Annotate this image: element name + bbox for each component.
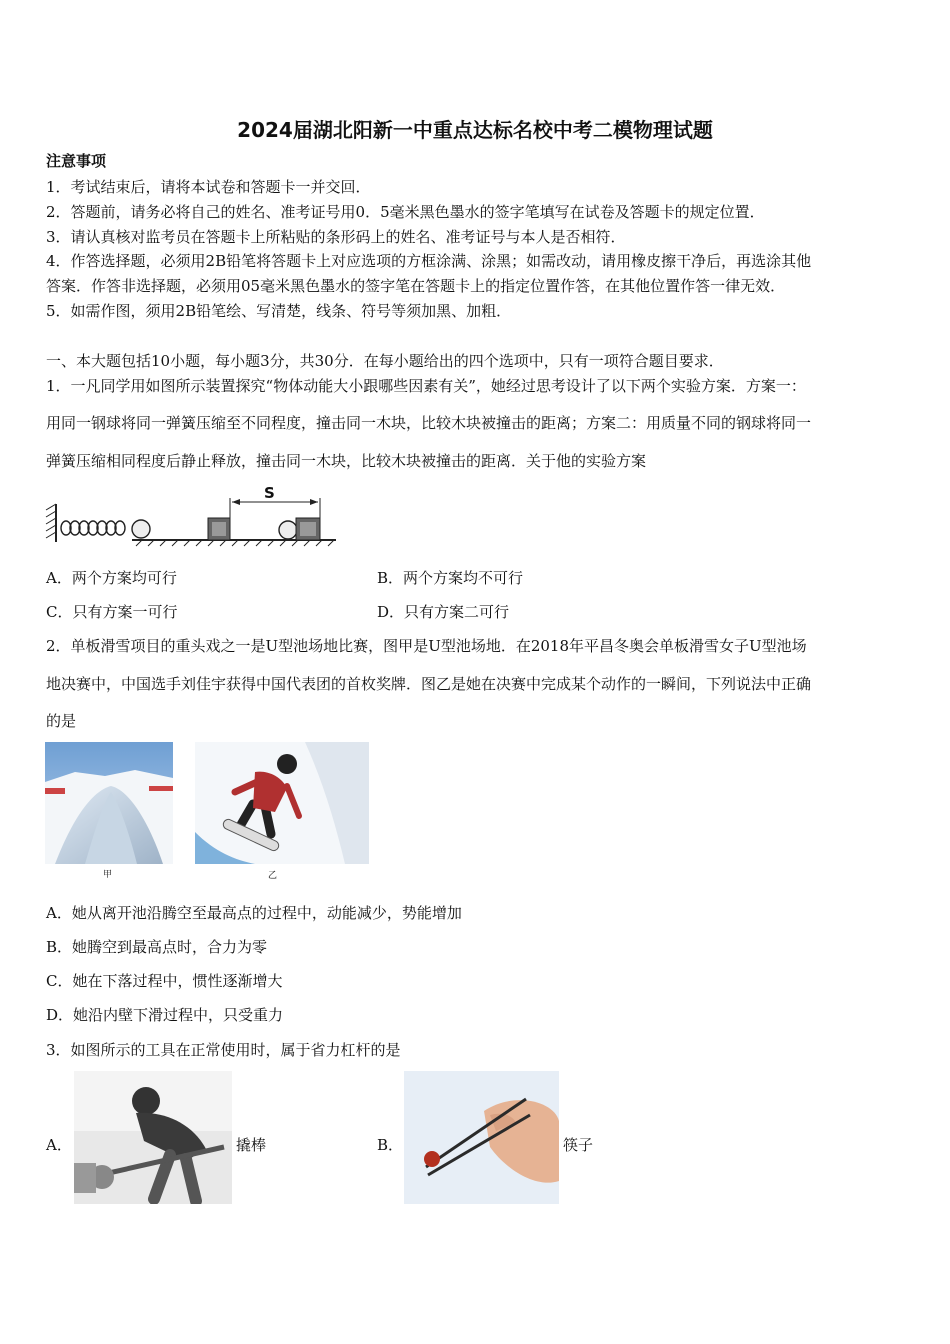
q2-line-1: 2．单板滑雪项目的重头戏之一是U型池场地比赛，图甲是U型池场地．在2018年平昌冬奥会单板滑雪女子U型池场 [46, 637, 807, 655]
q2-line-2: 地决赛中，中国选手刘佳宇获得中国代表团的首枚奖牌．图乙是她在决赛中完成某个动作的一瞬间，下列说法中正确 [46, 675, 812, 693]
crowbar-photo [74, 1071, 232, 1204]
q2-option-b[interactable]: B．她腾空到最高点时，合力为零 [46, 938, 268, 956]
q1-line-1: 1．一凡同学用如图所示装置探究“物体动能大小跟哪些因素有关”，她经过思考设计了以下两个实验方案．方案一： [46, 377, 806, 395]
distance-label: S [264, 484, 275, 502]
caption-jia: 甲 [103, 870, 113, 880]
q3-option-a-letter[interactable]: A． [46, 1136, 72, 1154]
notice-item-4: 4．作答选择题，必须用2B铅笔将答题卡上对应选项的方框涂满、涂黑；如需改动，请用橡皮擦干净后，再选涂其他 [46, 252, 812, 270]
q1-option-d[interactable]: D．只有方案二可行 [377, 603, 510, 621]
q1-option-b[interactable]: B．两个方案均不可行 [377, 569, 524, 587]
q1-option-a[interactable]: A．两个方案均可行 [46, 569, 177, 587]
chopsticks-photo [404, 1071, 559, 1204]
q1-option-c[interactable]: C．只有方案一可行 [46, 603, 178, 621]
q1-line-3: 弹簧压缩相同程度后静止释放，撞击同一木块，比较木块被撞击的距离．关于他的实验方案 [46, 452, 647, 470]
section-heading: 一、本大题包括10小题，每小题3分，共30分．在每小题给出的四个选项中，只有一项符合题目要求． [46, 352, 724, 370]
notice-item-2: 2．答题前，请务必将自己的姓名、准考证号用0．5毫米黑色墨水的签字笔填写在试卷及答题卡的规定位置． [46, 203, 765, 221]
snowboarder-photo [195, 742, 369, 864]
notice-heading: 注意事项 [46, 152, 107, 170]
q3-option-b-letter[interactable]: B． [377, 1136, 404, 1154]
q2-option-a[interactable]: A．她从离开池沿腾空至最高点的过程中，动能减少，势能增加 [46, 904, 462, 922]
q1-line-2: 用同一钢球将同一弹簧压缩至不同程度，撞击同一木块，比较木块被撞击的距离；方案二：用质量不同的钢球将同一 [46, 414, 812, 432]
q3-option-a-label: 撬棒 [236, 1136, 267, 1154]
notice-item-1: 1．考试结束后，请将本试卷和答题卡一并交回． [46, 178, 371, 196]
q3-option-b-label: 筷子 [563, 1136, 594, 1154]
halfpipe-photo [45, 742, 173, 864]
q2-line-3: 的是 [46, 712, 77, 730]
q2-option-c[interactable]: C．她在下落过程中，惯性逐渐增大 [46, 972, 283, 990]
notice-item-5: 5．如需作图，须用2B铅笔绘、写清楚，线条、符号等须加黑、加粗． [46, 302, 512, 320]
spring-ball-block-diagram [44, 484, 340, 550]
q2-option-d[interactable]: D．她沿内壁下滑过程中，只受重力 [46, 1006, 284, 1024]
notice-item-4-cont: 答案．作答非选择题，必须用05毫米黑色墨水的签字笔在答题卡上的指定位置作答，在其他位置作答一律无效． [46, 277, 786, 295]
notice-item-3: 3．请认真核对监考员在答题卡上所粘贴的条形码上的姓名、准考证号与本人是否相符． [46, 228, 626, 246]
page-title: 2024届湖北阳新一中重点达标名校中考二模物理试题 [237, 118, 713, 142]
q3-stem: 3．如图所示的工具在正常使用时，属于省力杠杆的是 [46, 1041, 401, 1059]
caption-yi: 乙 [268, 871, 278, 881]
